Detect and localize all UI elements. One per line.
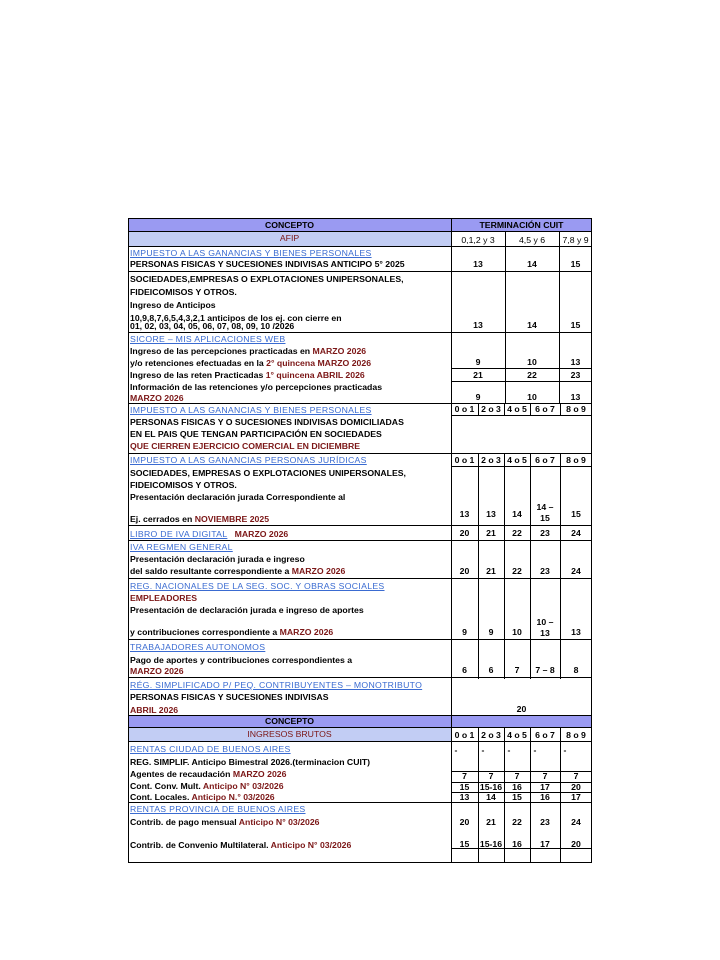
value: 24 [571,566,581,576]
section-title-seg-social[interactable]: REG. NACIONALES DE LA SEG. SOC. Y OBRAS SOCIALES [130,581,385,591]
col-header: 8 o 9 [566,730,586,740]
row-label: MARZO 2026 [130,393,184,403]
value: 13 [473,320,483,330]
value: 7 [488,771,494,781]
row-label: y/o retenciones efectuadas en la 2° quincena MARZO 2026 [130,358,372,368]
row-label: Ingreso de las percepciones practicadas en MARZO 2026 [130,346,367,356]
value: 13 [473,259,483,269]
row-label: Presentación declaración jurada Correspondiente al [130,492,346,502]
row-label: MARZO 2026 [130,666,184,676]
value: 16 [512,782,522,792]
row-label: FIDEICOMISOS Y OTROS. [130,287,237,297]
value: 20 [571,782,581,792]
value: 23 [540,817,550,827]
section-title-ganancias-pj[interactable]: IMPUESTO A LAS GANANCIAS PERSONAS JURÍDICAS [130,455,367,465]
value: 13 [459,792,470,802]
col-header: 6 o 7 [535,730,555,740]
section-title-rentas-caba[interactable]: RENTAS CIUDAD DE BUENOS AIRES [130,744,291,754]
value: 21 [486,528,496,538]
value: 14 – 15 [536,502,554,523]
value: 17 [571,792,581,802]
header-concepto-2: CONCEPTO [264,716,315,726]
col-header: 2 o 3 [481,455,501,465]
value: 7 [542,771,548,781]
value: 20 [459,566,470,576]
row-label: Ej. cerrados en NOVIEMBRE 2025 [130,514,270,524]
row-label: Pago de aportes y contribuciones correspondientes a [130,655,353,665]
value: 10 [527,392,537,402]
value: 22 [512,528,522,538]
value: 21 [486,817,496,827]
header-afip: AFIP [279,233,300,243]
row-label: 01, 02, 03, 04, 05, 06, 07, 08, 09, 10 /2026 [130,321,295,331]
row-label: Cont. Conv. Mult. Anticipo N° 03/2026 [130,781,284,791]
row-label: FIDEICOMISOS Y OTROS. [130,480,237,490]
value: 24 [571,817,581,827]
col-header: 0 o 1 [454,730,475,740]
col-header: 0,1,2 y 3 [461,235,495,245]
value: 14 [527,320,537,330]
value: 15 [571,509,581,519]
row-label: PERSONAS FISICAS Y O SUCESIONES INDIVISAS DOMICILIADAS [130,417,404,427]
row-label: Ingreso de Anticipos [130,300,216,310]
value: 6 [488,665,494,675]
value: 9 [475,357,481,367]
col-header: 0 o 1 [454,455,475,465]
value: 15 [459,839,470,849]
dash: - [454,745,458,755]
value: 22 [527,370,537,380]
value: 7 [514,771,520,781]
value: 20 [571,839,581,849]
value: 6 [462,665,467,675]
value: 14 [486,792,496,802]
value: 16 [512,839,522,849]
dash: - [481,745,485,755]
section-title-iva-digital[interactable]: LIBRO DE IVA DIGITAL [130,529,228,539]
value: 8 [573,665,579,675]
row-label: EN EL PAIS QUE TENGAN PARTICIPACIÓN EN SOCIEDADES [130,429,382,439]
row-label: ABRIL 2026 [130,705,179,715]
col-header: 4 o 5 [507,404,527,414]
value: 21 [473,370,483,380]
section-title-rentas-pba[interactable]: RENTAS PROVINCIA DE BUENOS AIRES [130,804,306,814]
value: 15 [512,792,522,802]
row-label: Cont. Locales. Anticipo N.° 03/2026 [130,792,275,802]
section-title-iva-general[interactable]: IVA REGMEN GENERAL [130,542,233,552]
col-header: 4 o 5 [507,455,527,465]
value: 7 [573,771,579,781]
value: 20 [516,704,527,714]
value: 17 [540,839,550,849]
row-label: PERSONAS FISICAS Y SUCESIONES INDIVISAS ANTICIPO 5° 2025 [130,259,405,269]
row-label: Contrib. de Convenio Multilateral. Anticipo N° 03/2026 [130,840,352,850]
row-label: PERSONAS FISICAS Y SUCESIONES INDIVISAS [130,692,329,702]
value: 13 [571,627,581,637]
header-ingresos-brutos: INGRESOS BRUTOS [247,729,332,739]
section-title-monotributo[interactable]: RÉG. SIMPLIFICADO P/ PEQ. CONTRIBUYENTES – MONOTRIBUTO [130,680,423,690]
calendar-table [128,218,592,862]
row-label: SOCIEDADES, EMPRESAS O EXPLOTACIONES UNIPERSONALES, [130,468,406,478]
value: 13 [570,357,581,367]
dash: - [563,745,567,755]
value: 9 [462,627,467,637]
value: 15 [570,259,581,269]
row-label: Ingreso de las reten Practicadas 1° quincena ABRIL 2026 [130,370,365,380]
col-header: 0 o 1 [454,404,475,414]
row-label: Contrib. de pago mensual Anticipo N° 03/2026 [130,817,320,827]
value: 7 [462,771,467,781]
value: 13 [570,392,581,402]
value: 24 [571,528,581,538]
value: 17 [540,782,550,792]
value: 14 [512,509,522,519]
row-label: LIBRO DE IVA DIGITAL MARZO 2026 [130,529,289,539]
value: 15-16 [479,839,503,849]
row-label: Presentación declaración jurada e ingreso [130,554,305,564]
value: 9 [488,627,494,637]
value: 15-16 [479,782,503,792]
col-header: 2 o 3 [481,404,501,414]
section-title-ganancias-bienes[interactable]: IMPUESTO A LAS GANANCIAS Y BIENES PERSONALES [130,248,372,258]
value: 10 [527,357,537,367]
dash: - [533,745,537,755]
row-label: y contribuciones correspondiente a MARZO 2026 [130,627,334,637]
col-header: 4 o 5 [507,730,527,740]
value: 20 [459,817,470,827]
row-label: 10,9,8,7,6,5,4,3,2,1 anticipos de los ej. con cierre en [130,313,342,323]
value: 10 [512,627,522,637]
section-title-autonomos[interactable]: TRABAJADORES AUTONOMOS [130,642,266,652]
value: 15 [570,320,581,330]
value: 14 [527,259,537,269]
row-label: SOCIEDADES,EMPRESAS O EXPLOTACIONES UNIPERSONALES, [130,274,404,284]
col-header: 4,5 y 6 [518,235,546,245]
col-header: 6 o 7 [535,404,555,414]
col-header: 8 o 9 [566,404,586,414]
header-terminacion: TERMINACIÓN CUIT [479,220,564,230]
value: 7 [514,665,520,675]
value: 21 [486,566,496,576]
col-header: 6 o 7 [535,455,555,465]
value: 16 [540,792,550,802]
value: 23 [570,370,581,380]
row-label: QUE CIERREN EJERCICIO COMERCIAL EN DICIEMBRE [130,441,361,451]
col-header: 8 o 9 [566,455,586,465]
header-concepto: CONCEPTO [264,220,315,230]
value: 7 – 8 [535,665,555,675]
value: 13 [459,509,470,519]
value: 22 [512,817,522,827]
row-label: REG. SIMPLIF. Anticipo Bimestral 2026.(terminacion CUIT) [130,757,371,767]
row-label: Información de las retenciones y/o percepciones practicadas [130,382,383,392]
value: 22 [512,566,522,576]
row-label: Presentación de declaración jurada e ingreso de aportes [130,605,364,615]
value: 9 [475,392,481,402]
col-header: 7,8 y 9 [562,235,589,245]
row-label: Agentes de recaudación MARZO 2026 [130,769,287,779]
value: 10 – 13 [536,617,554,638]
value: 20 [459,528,470,538]
value: 23 [540,528,550,538]
row-label: del saldo resultante correspondiente a MARZO 2026 [130,566,346,576]
value: 23 [540,566,550,576]
col-header: 2 o 3 [481,730,501,740]
dash: - [507,745,511,755]
section-title-sicore[interactable]: SICORE – MIS APLICACIONES WEB [130,334,286,344]
value: 15 [459,782,470,792]
section-title-ganancias-sucesiones[interactable]: IMPUESTO A LAS GANANCIAS Y BIENES PERSONALES [130,405,372,415]
value: 13 [486,509,496,519]
row-label: EMPLEADORES [130,593,198,603]
